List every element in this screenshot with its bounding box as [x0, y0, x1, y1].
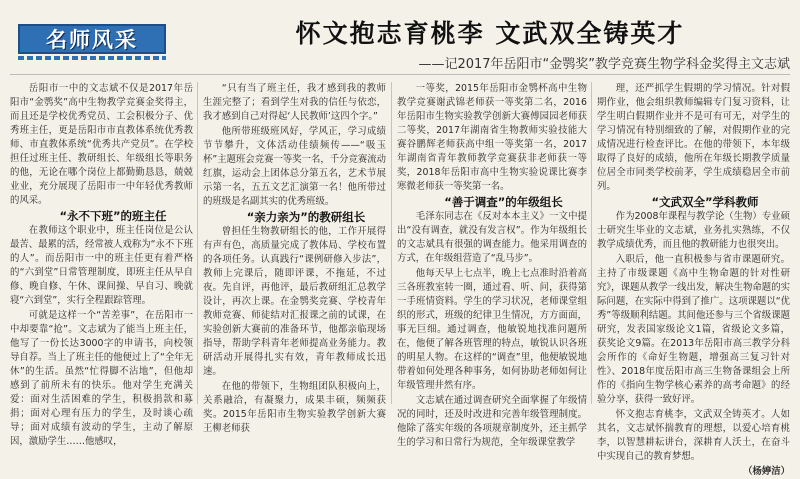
paragraph: 在教师这个职业中，班主任岗位是公认最苦、最累的活，经常被人戏称为“永不下班的人”。而岳阳市一中的班主任更有着严格的“六到堂”日常管理制度，即班主任从早自修、晚自修、午休、课间操、早自习、晚就寝“六到堂”，实行全程跟踪管理。 — [10, 225, 193, 306]
section-heading: “文武双全”学科教师 — [651, 195, 759, 209]
paragraph: 一等奖，2015年岳阳市金鹗杯高中生物教学竞赛谢武锦老师获一等奖第二名，2016年岳阳市生物实验教学创新大赛傅园园老师获二等奖，2017年湖南省生物教师实验技能大赛谷鹏辉老师获高中组一等奖第一名，2017年湖南省青年教师教学竞赛获非老师获一等奖，2018年岳阳市高中生物实验说课比赛李寒微老师获一等奖第一名。 — [397, 83, 587, 192]
badge-decoration — [18, 56, 166, 60]
paragraph: “只有当了班主任，我才感到我的教师生涯完整了；看到学生对我的信任与依恋，我才感到自己对得起‘人民教师’这四个字。” — [203, 83, 386, 122]
section-heading: “善于调查”的年级组长 — [444, 195, 563, 209]
paragraph: 可就是这样一个“苦差事”，在岳阳市一中却要靠“抢”。文志斌为了能当上班主任，他写了一份长达3000字的申请书，向校领导自荐。当上了班主任的他便过上了“全年无休”的生活。虽然“忙得脚不沾地”，但他却感到了前所未有的快乐。他对学生充满关爱：面对生活困难的学生，积极捐款和募捐；面对心理有压力的学生，及时谈心疏导；面对成绩有波动的学生，主动了解原因，激励学生……他感叹， — [10, 310, 193, 447]
column-divider — [391, 82, 392, 404]
paragraph: 毛泽东同志在《反对本本主义》一文中提出“没有调查，就没有发言权”。作为年级组长的文志斌具有很强的调查能力。他采用调查的方式，在年级组营造了“乱马步”。 — [397, 211, 587, 264]
section-heading: “永不下班”的班主任 — [59, 209, 167, 223]
header-divider — [10, 74, 790, 75]
paragraph: 理，还严抓学生假期的学习情况。针对假期作业，他会组织教师编辑专门复习资料，让学生明白假期作业并不是可有可无，对学生的学习情况有特别细致的了解，对假期作业的完成情况进行检查评比。在他的带领下，本年级取得了良好的成绩，他所在年级长期教学质量位居全市同类学校前茅，学生成绩稳居全市前列。 — [597, 83, 790, 192]
author-byline: （杨婷洁） — [743, 466, 790, 477]
headline: 怀文抱志育桃李 文武双全铸英才 — [295, 19, 685, 48]
article-column-4 — [597, 82, 790, 477]
paragraph: 入职后，他一直积极参与省市课题研究。主持了市级课题《高中生物命题的针对性研究》，课题从教学一线出发，解决生物命题的实际问题，在实际中得到了推广。这项课题以“优秀”等级顺利结题。其间他还参与三个省级课题研究，发表国家级论文1篇，省级论文多篇，获奖论文9篇。在2013年岳阳市高三教学分科会所作的《命好生物题，增强高三复习针对性》、2018年度岳阳市高三生物备课组会上所作的《指向生物学核心素养的高考命题》的经验分享，获得一致好评。 — [597, 254, 790, 405]
paragraph: 文志斌在通过调查研究全面掌握了年级情况的同时，还及时改进和完善年级管理制度。他除了落实年级的各项规章制度外，还主抓学生的学习和日常行为规范，全年级课堂教学 — [397, 395, 587, 448]
paragraph: 在他的带领下，生物组团队积极向上，关系融洽，有凝聚力，成果丰硕，频频获奖。2015年岳阳市生物实验教学创新大赛王柳老师获 — [203, 381, 386, 434]
column-divider — [197, 82, 198, 404]
section-heading: “亲力亲为”的教研组长 — [246, 210, 366, 224]
subheadline: ——记2017年岳阳市“金鹗奖”教学竞赛生物学科金奖得主文志斌 — [418, 57, 790, 72]
paragraph: 怀文抱志育桃李，文武双全铸英才。人如其名，文志斌怀揣教育的理想，以爱心培育桃李，以智慧耕耘讲台，深耕育人沃土，在奋斗中实现自己的教育梦想。 — [597, 409, 790, 462]
paragraph: 作为2008年课程与教学论（生物）专业硕士研究生毕业的文志斌，业务扎实熟练，不仅教学成绩优秀，而且他的教研能力也很突出。 — [597, 211, 790, 250]
column-divider — [591, 82, 592, 404]
paragraph: 曾担任生物教研组长的他，工作开展得有声有色，高质量完成了教体局、学校布置的各项任务。认真践行“课例研修入步法”，教师上完课后，随即评课，不拖延，不过夜。先自评，再他评，最后教研组汇总教学设计，再次上课。在金鹗奖竞赛、学校青年教师竞赛、师徒结对汇报课之前的试课，在实验创新大赛前的准备环节，他都亲临现场指导，帮助学科青年老师提高业务能力。教研活动开展得扎实有效，青年教师成长迅速。 — [203, 226, 386, 377]
article-column-3 — [397, 82, 587, 448]
paragraph: 他所带班级班风好，学风正，学习成绩节节攀升，文体活动佳绩频传——“吸玉杯”主题班会竞赛一等奖一名，千分竞赛流动红旗，运动会上团体总分第五名，艺术节展示第一名，五五文艺汇演第一名！他所带过的班级是名副其实的优秀班级。 — [203, 126, 386, 207]
paragraph: 岳阳市一中的文志斌不仅是2017年岳阳市“金鹗奖”高中生物教学竞赛金奖得主，而且还是学校优秀党员、工会积极分子、优秀班主任，更是岳阳市市直教体系统优秀教师、市直教体系统“优秀共产党员”。在学校担任过班主任、教研组长、年级组长等职务的他，无论在哪个岗位上都勤勤恳恳，兢兢业业，充分展现了岳阳市一中年轻优秀教师的风采。 — [10, 83, 193, 206]
article-column-1 — [10, 82, 193, 447]
column-badge: 名师风采 — [18, 24, 166, 54]
paragraph: 他每天早上七点半，晚上七点准时沿着高三各班教室转一圈，通过看、听、问，获得第一手班情资料。学生的学习状况，老师课堂组织的形式，班级的纪律卫生情况，方方面面，事无巨细。通过调查，他敏锐地找准问题所在，他便了解各班管理的特点，敏锐认识各班的明星人物。在这样的“调查”里，他便敏锐地带着如何处理各种事务，如何协助老师如何让年级管理井然有序。 — [397, 268, 587, 391]
article-column-2 — [203, 82, 386, 434]
